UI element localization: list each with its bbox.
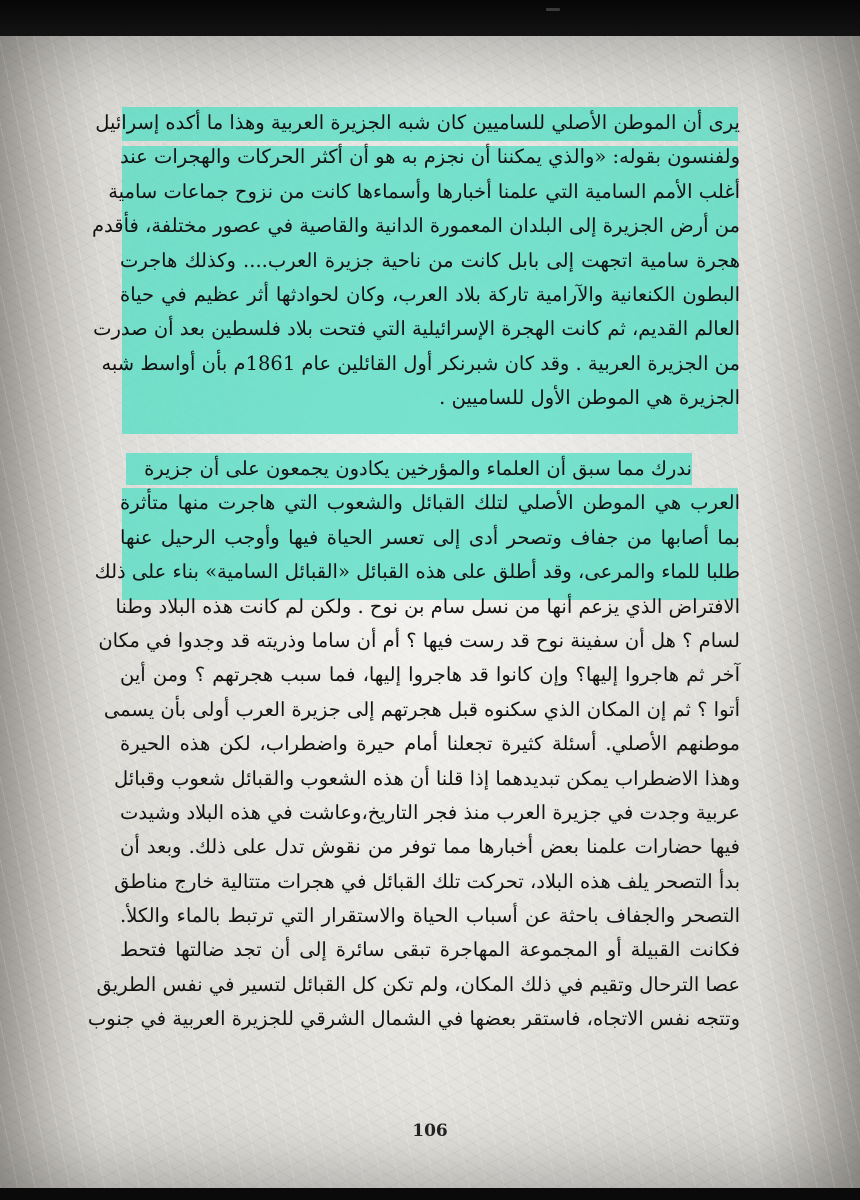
bottom-bar	[0, 1188, 860, 1200]
paragraph-1	[91, 106, 740, 416]
text-line: فكانت القبيلة أو المجموعة المهاجرة تبقى سائرة إلى أن تجد ضالتها فتحط	[120, 938, 740, 962]
text-line: بما أصابها من جفاف وتصحر أدى إلى تعسر الحياة فيها وأوجب الرحيل عنها	[120, 525, 740, 549]
text-line: الافتراض الذي يزعم أنها من نسل سام بن نوح . ولكن لم كانت هذه البلاد وطنا	[115, 594, 740, 618]
text-line: طلبا للماء والمرعى، وقد أطلق على هذه القبائل «القبائل السامية» بناء على ذلك	[94, 560, 740, 584]
book-page	[0, 36, 860, 1188]
text-line: وتتجه نفس الاتجاه، فاستقر بعضها في الشمال الشرقي للجزيرة العربية في جنوب	[87, 1007, 740, 1031]
top-toolbar	[0, 0, 860, 36]
paragraph-2	[87, 452, 740, 1037]
text-line: عصا الترحال وتقيم في ذلك المكان، ولم تكن كل القبائل لتسير في نفس الطريق	[96, 972, 740, 996]
page-number: 106	[412, 1121, 448, 1141]
text-line: وهذا الاضطراب يمكن تبديدهما إذا قلنا أن هذه الشعوب والقبائل شعوب وقبائل	[114, 766, 740, 790]
text-line: عربية وجدت في جزيرة العرب منذ فجر التاريخ،وعاشت في هذه البلاد وشيدت	[120, 800, 740, 824]
text-line: من الجزيرة العربية . وقد كان شبرنكر أول القائلين عام 1861م بأن أواسط شبه	[101, 351, 740, 375]
text-line: التصحر والجفاف باحثة عن أسباب الحياة والاستقرار التي ترتبط بالماء والكلأ.	[120, 904, 740, 928]
text-line: من أرض الجزيرة إلى البلدان المعمورة الدانية والقاصية في عصور مختلفة، فأقدم	[91, 214, 740, 238]
toolbar-indicator	[546, 8, 560, 11]
text-line: أغلب الأمم السامية التي علمنا أخبارها وأسماءها كانت من نزوح جماعات سامية	[108, 179, 740, 203]
text-line: لسام ؟ هل أن سفينة نوح قد رست فيها ؟ أم أن ساما وذريته قد وجدوا في مكان	[98, 628, 740, 652]
text-line: ولفنسون بقوله: «والذي يمكننا أن نجزم به هو أن أكثر الحركات والهجرات عند	[120, 145, 740, 169]
text-line: ندرك مما سبق أن العلماء والمؤرخين يكادون يجمعون على أن جزيرة	[144, 457, 692, 480]
text-line: أتوا ؟ ثم إن المكان الذي سكنوه قبل هجرتهم إلى جزيرة العرب أولى بأن يسمى	[103, 697, 740, 721]
text-line: فيها حضارات علمنا بعض أخبارها مما توفر من نقوش تدل على ذلك. وبعد أن	[120, 835, 740, 859]
text-line: آخر ثم هاجروا إليها؟ وإن كانوا قد هاجروا إليها، فما سبب هجرتهم ؟ ومن أين	[120, 663, 740, 687]
text-line: هجرة سامية اتجهت إلى بابل كانت من ناحية جزيرة العرب.... وكذلك هاجرت	[120, 248, 740, 272]
text-line: البطون الكنعانية والآرامية تاركة بلاد العرب، وكان لحوادثها أثر عظيم في حياة	[120, 282, 740, 306]
text-line: موطنهم الأصلي. أسئلة كثيرة تجعلنا أمام حيرة واضطراب، لكن هذه الحيرة	[120, 732, 740, 756]
text-line: العالم القديم، ثم كانت الهجرة الإسرائيلية التي فتحت بلاد فلسطين بعد أن صدرت	[93, 317, 740, 341]
text-line: الجزيرة هي الموطن الأول للساميين .	[439, 386, 740, 410]
text-line: يرى أن الموطن الأصلي للساميين كان شبه الجزيرة العربية وهذا ما أكده إسرائيل	[95, 111, 740, 134]
text-line: بدأ التصحر يلف هذه البلاد، تحركت تلك القبائل في هجرات متتالية خارج مناطق	[114, 869, 740, 893]
text-line: العرب هي الموطن الأصلي لتلك القبائل والشعوب التي هاجرت منها متأثرة	[120, 491, 740, 515]
